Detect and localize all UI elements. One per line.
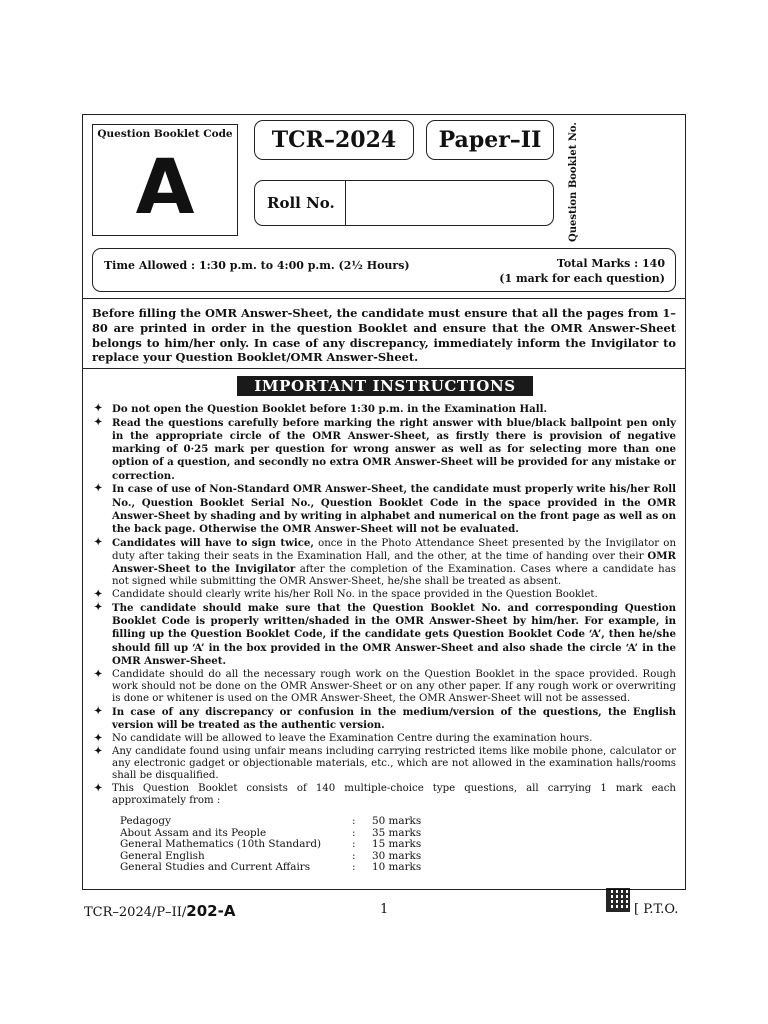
instruction-bold-text: Do not open the Question Booklet before 1:30 p.m. in the Examination Hall. bbox=[112, 403, 548, 415]
four-point-star-bullet-icon: ✦ bbox=[94, 416, 103, 428]
question-booklet-code-label: Question Booklet Code bbox=[97, 128, 233, 140]
four-point-star-bullet-icon: ✦ bbox=[94, 536, 103, 548]
footer-paper-prefix: TCR–2024/P–II/ bbox=[84, 905, 187, 920]
instruction-item bbox=[92, 746, 676, 783]
instruction-text: Candidate should do all the necessary rough work on the Question Booklet in the space provided. Rough work should not be done on the OMR Answer-Sheet or on any other paper. If any rough work or overwriting is done or whitener is used on the OMR Answer-Sheet, the OMR Answer-Sheet will not be assessed. bbox=[112, 668, 676, 705]
exam-title: TCR–2024 bbox=[254, 120, 414, 160]
page-number: 1 bbox=[380, 902, 389, 917]
instruction-item bbox=[92, 669, 676, 706]
instruction-text: Candidate should clearly write his/her Roll No. in the space provided in the Question Booklet. bbox=[112, 589, 598, 601]
important-instructions-heading: IMPORTANT INSTRUCTIONS bbox=[237, 376, 533, 396]
subject-marks: 35 marks bbox=[372, 826, 422, 839]
instruction-text: after the completion of the Examination. Cases where a candidate has not signed while submitting the OMR Answer-Sheet, he/she shall be treated as absent. bbox=[112, 564, 676, 588]
four-point-star-bullet-icon: ✦ bbox=[94, 589, 103, 601]
four-point-star-bullet-icon: ✦ bbox=[94, 782, 103, 794]
subject-marks-table bbox=[120, 816, 421, 874]
instruction-text: once in the Photo Attendance Sheet presented by the Invigilator on duty after taking their seats in the Examination Hall, and the other, at the time of handing over their bbox=[112, 537, 677, 563]
divider-top bbox=[82, 298, 686, 299]
footer-paper-code bbox=[84, 902, 235, 920]
instruction-item bbox=[92, 483, 676, 536]
instruction-item bbox=[92, 733, 676, 745]
paper-label: Paper–II bbox=[426, 120, 554, 160]
divider-notice bbox=[82, 368, 686, 369]
roll-number-label: Roll No. bbox=[267, 194, 335, 212]
question-booklet-number-label: Question Booklet No. bbox=[568, 122, 579, 242]
question-booklet-code-box bbox=[92, 124, 238, 236]
four-point-star-bullet-icon: ✦ bbox=[94, 745, 103, 757]
instruction-text: No candidate will be allowed to leave the Examination Centre during the examination hours. bbox=[112, 732, 593, 744]
subject-marks: 30 marks bbox=[372, 849, 422, 862]
subject-separator: : bbox=[352, 861, 356, 874]
four-point-star-bullet-icon: ✦ bbox=[94, 732, 103, 744]
subject-marks: 15 marks bbox=[372, 838, 422, 851]
subject-name: About Assam and its People bbox=[120, 826, 267, 839]
roll-number-box[interactable] bbox=[254, 180, 554, 226]
instruction-item bbox=[92, 783, 676, 807]
subject-name: General Studies and Current Affairs bbox=[120, 861, 311, 874]
total-marks: Total Marks : 140 bbox=[556, 257, 665, 270]
four-point-star-bullet-icon: ✦ bbox=[94, 483, 103, 495]
instruction-item bbox=[92, 417, 676, 483]
instruction-bold-text: In case of use of Non-Standard OMR Answer-Sheet, the candidate must properly write his/her Roll No., Question Booklet Serial No., Question Booklet Code in the space provided in the OMR Answer-Sheet by shading and by writing in alphabet and numerical on the front page as well as on the back page. Otherwise the OMR Answer-Sheet will not be evaluated. bbox=[112, 483, 676, 536]
instruction-text: This Question Booklet consists of 140 multiple-choice type questions, all carrying 1 mark each approximately from : bbox=[112, 782, 676, 807]
instruction-bold-text: The candidate should make sure that the Question Booklet No. and corresponding Question Booklet Code is properly written/shaded in the OMR Answer-Sheet by him/her. For example, in filling up the Question Booklet Code, if the candidate gets Question Booklet Code ‘A’, then he/she should fill up ‘A’ in the box provided in the OMR Answer-Sheet and also shade the circle ‘A’ in the OMR Answer-Sheet. bbox=[112, 602, 676, 667]
roll-number-divider bbox=[345, 181, 346, 225]
instruction-item bbox=[92, 589, 676, 601]
subject-name: General English bbox=[120, 849, 205, 862]
subject-name: General Mathematics (10th Standard) bbox=[120, 838, 322, 851]
subject-name: Pedagogy bbox=[120, 815, 171, 827]
subject-row bbox=[120, 862, 421, 874]
instruction-text: Any candidate found using unfair means including carrying restricted items like mobile phone, calculator or any electronic gadget or objectionable materials, etc., which are not allowed in the examination halls/rooms shall be disqualified. bbox=[112, 745, 676, 782]
subject-row bbox=[120, 816, 421, 828]
instructions-list bbox=[92, 403, 676, 808]
instruction-bold-text: In case of any discrepancy or confusion in the medium/version of the questions, the English version will be treated as the authentic version. bbox=[112, 705, 676, 732]
subject-marks: 10 marks bbox=[372, 861, 422, 874]
qr-code-icon bbox=[606, 888, 630, 912]
instruction-item bbox=[92, 403, 676, 416]
footer-booklet-series: 202-A bbox=[186, 902, 236, 920]
total-marks-block bbox=[499, 256, 665, 286]
instruction-item bbox=[92, 706, 676, 732]
four-point-star-bullet-icon: ✦ bbox=[94, 403, 103, 414]
time-and-marks-box bbox=[92, 248, 676, 292]
four-point-star-bullet-icon: ✦ bbox=[94, 602, 103, 614]
subject-separator: : bbox=[352, 815, 356, 827]
subject-separator: : bbox=[352, 838, 356, 851]
four-point-star-bullet-icon: ✦ bbox=[94, 705, 103, 717]
subject-separator: : bbox=[352, 826, 356, 839]
subject-marks: 50 marks bbox=[372, 815, 422, 827]
question-booklet-code-letter: A bbox=[135, 142, 195, 231]
marks-note: (1 mark for each question) bbox=[499, 272, 665, 285]
please-turn-over: [ P.T.O. bbox=[634, 902, 679, 917]
instruction-bold-text: OMR Answer-Sheet to the Invigilator bbox=[112, 550, 676, 576]
instruction-bold-text: Candidates will have to sign twice, bbox=[112, 536, 314, 549]
instruction-item bbox=[92, 537, 676, 589]
four-point-star-bullet-icon: ✦ bbox=[94, 668, 103, 680]
time-allowed: Time Allowed : 1:30 p.m. to 4:00 p.m. (2½ Hours) bbox=[104, 259, 410, 272]
pre-exam-notice: Before filling the OMR Answer-Sheet, the candidate must ensure that all the pages from 1–80 are printed in order in the question Booklet and ensure that the OMR Answer-Sheet belongs to him/her only. In case of any discrepancy, immediately inform the Invigilator to replace your Question Booklet/OMR Answer-Sheet. bbox=[92, 306, 676, 365]
instruction-bold-text: Read the questions carefully before marking the right answer with blue/black ballpoint pen only in the appropriate circle of the OMR Answer-Sheet, as firstly there is provision of negative marking of 0·25 mark per question for wrong answer as well as for selecting more than one option of a question, and secondly no extra OMR Answer-Sheet will be provided for any mistake or correction. bbox=[112, 416, 676, 482]
instruction-item bbox=[92, 602, 676, 668]
subject-separator: : bbox=[352, 849, 356, 862]
